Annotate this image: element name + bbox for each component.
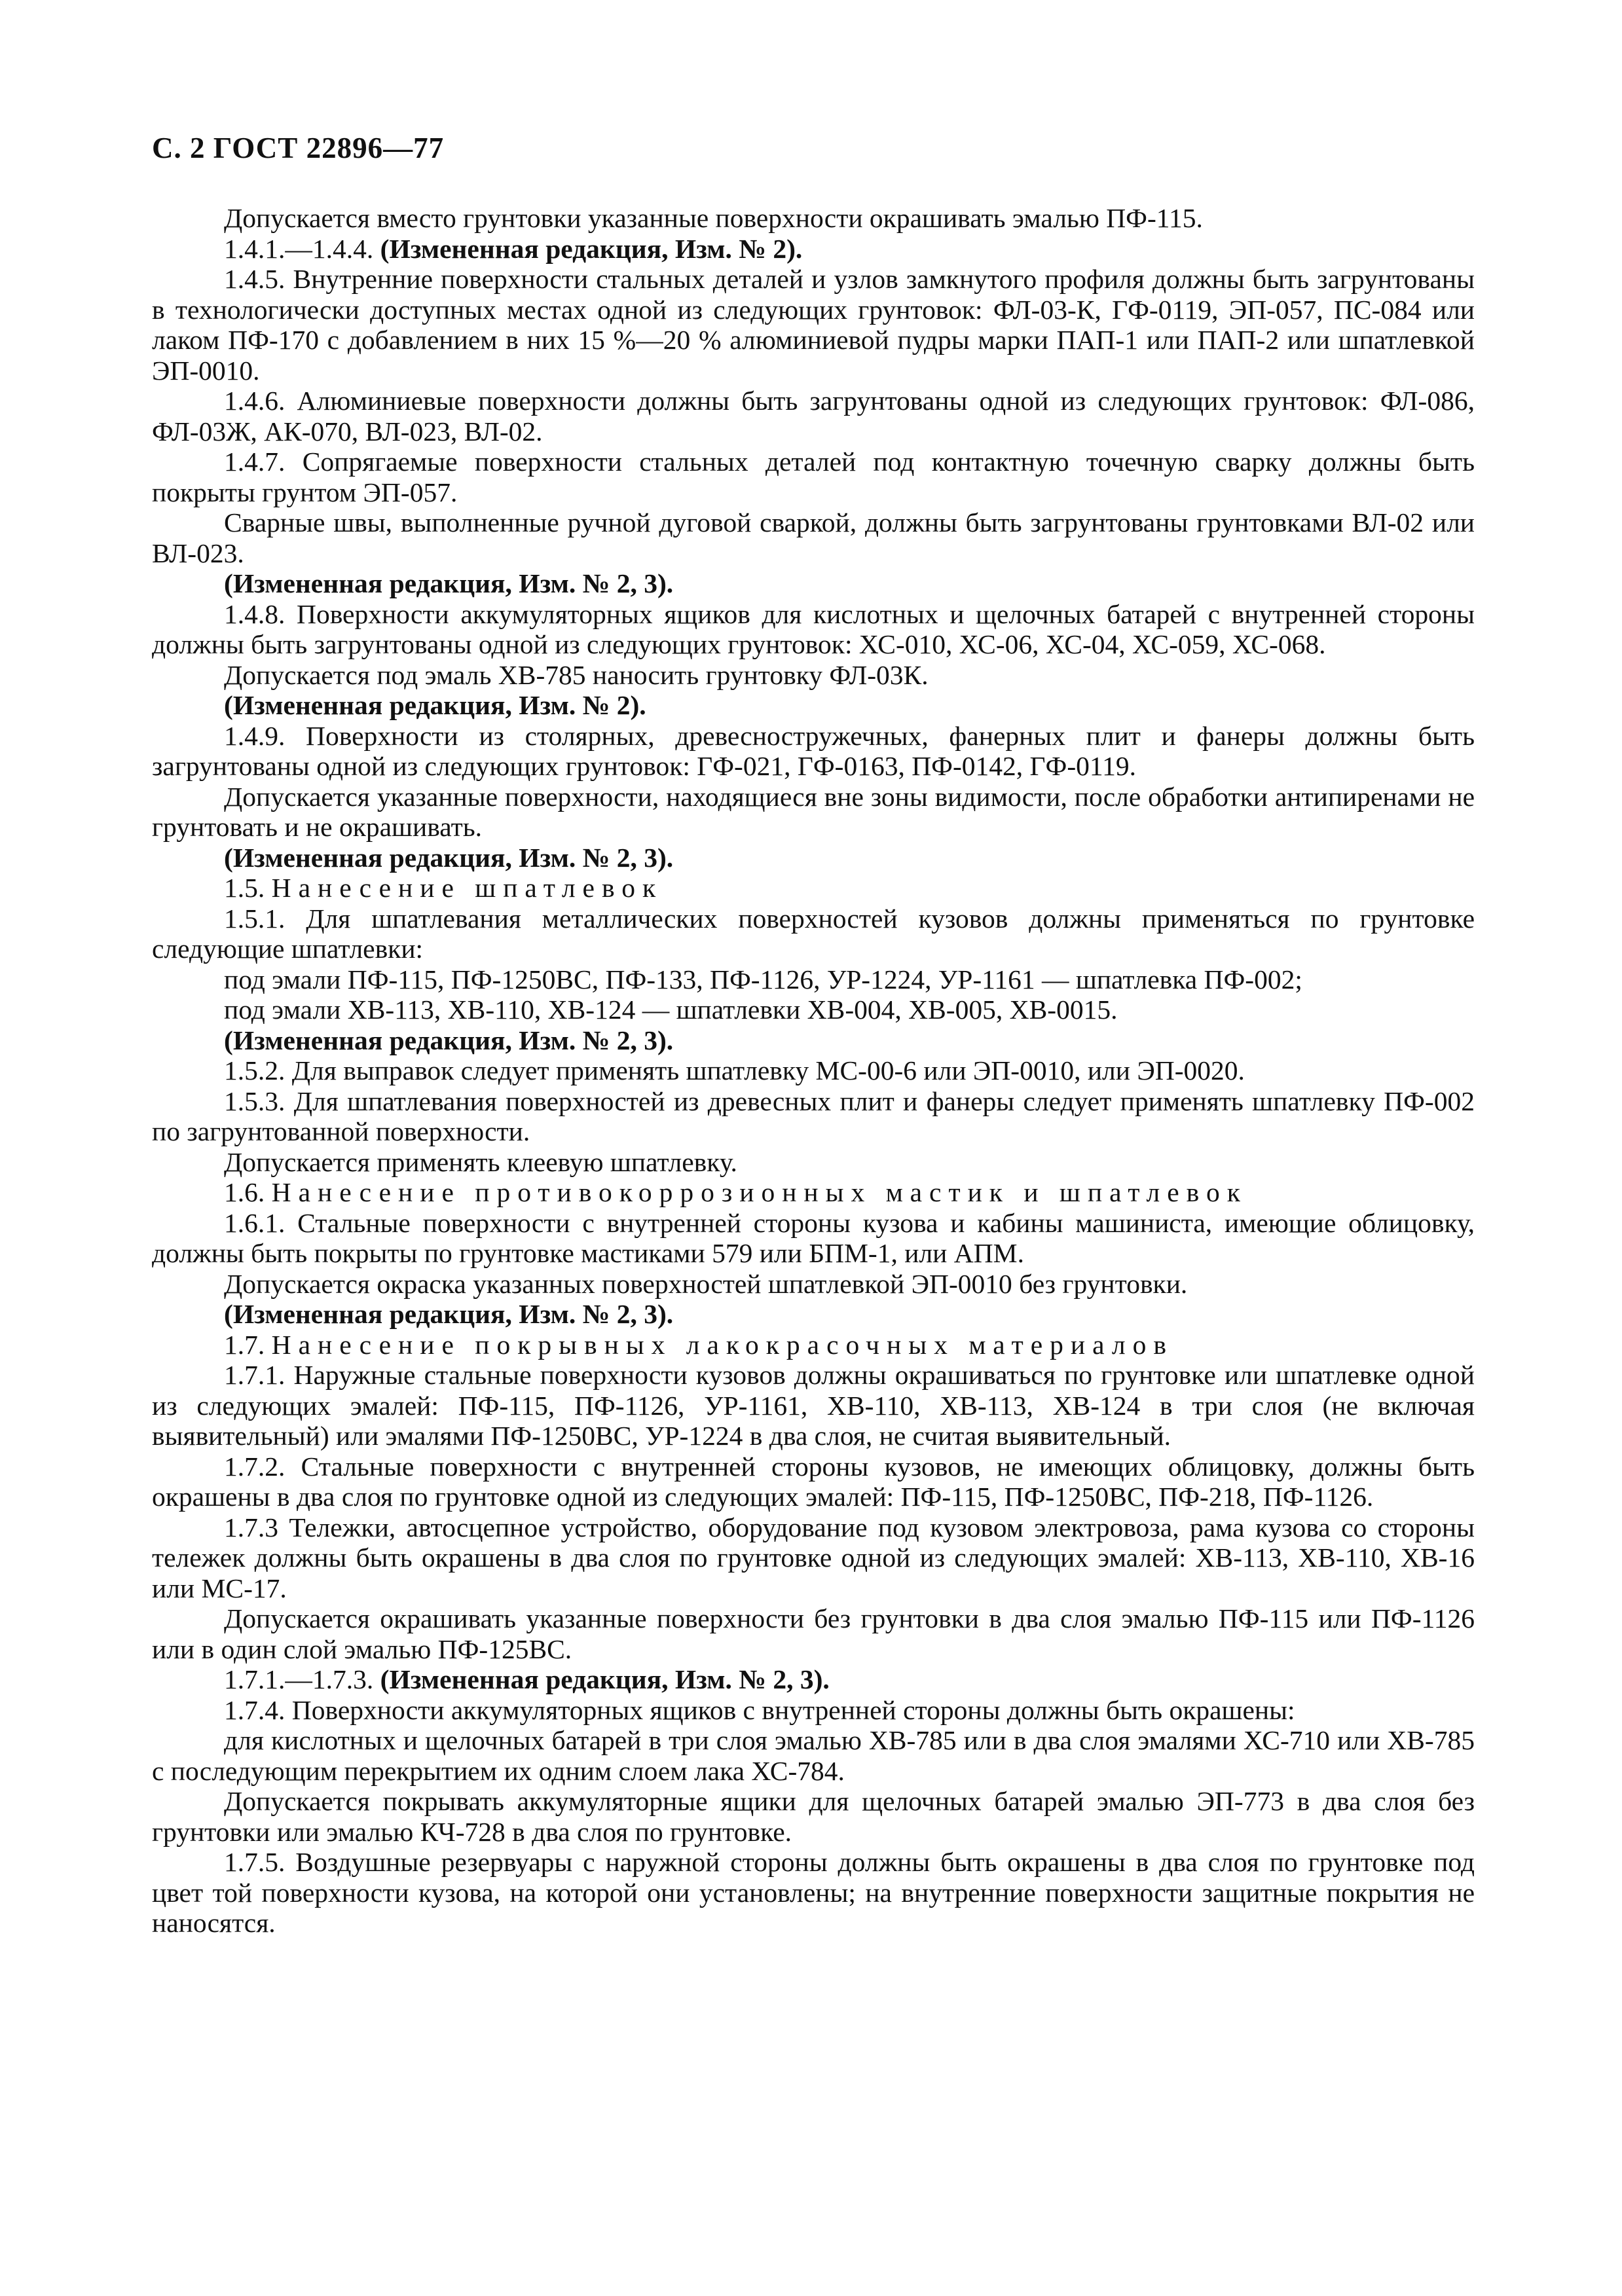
paragraph: Допускается указанные поверхности, находящиеся вне зоны видимости, после обработки антипиренами не грунтовать и не окрашивать.: [152, 781, 1475, 842]
section-heading: [152, 873, 1475, 903]
paragraph: 1.5.2. Для выправок следует применять шпатлевку МС-00-6 или ЭП-0010, или ЭП-0020.: [224, 1055, 1245, 1085]
section-number: 1.7.: [224, 1329, 272, 1360]
paragraph: 1.4.6. Алюминиевые поверхности должны быть загрунтованы одной из следующих грунтовок: ФЛ-086, ФЛ-03Ж, АК-070, ВЛ-023, ВЛ-02.: [152, 386, 1475, 446]
paragraph: 1.7.4. Поверхности аккумуляторных ящиков с внутренней стороны должны быть окрашены:: [224, 1694, 1295, 1725]
paragraph: 1.7.2. Стальные поверхности с внутренней стороны кузовов, не имеющих облицовку, должны быть окрашены в два слоя по грунтовке одной из следующих эмалей: ПФ-115, ПФ-1250ВС, ПФ-218, ПФ-1126.: [152, 1451, 1475, 1512]
paragraph: 1.7.3 Тележки, автосцепное устройство, оборудование под кузовом электровоза, рама кузова со стороны тележек должны быть окрашены в два слоя по грунтовке одной из следующих эмалей: ХВ-113, ХВ-110, ХВ-16 или МС-17.: [152, 1512, 1475, 1603]
paragraph: 1.5.3. Для шпатлевания поверхностей из древесных плит и фанеры следует применять шпатлевку ПФ-002 по загрунтованной поверхности.: [152, 1085, 1475, 1146]
paragraph: 1.4.5. Внутренние поверхности стальных деталей и узлов замкнутого профиля должны быть загрунтованы в технологически доступных местах одной из следующих грунтовок: ФЛ-03-К, ГФ-0119, ЭП-057, ПС-084 или лаком ПФ-170 с добавлением в них 15 %—20 % алюминиевой пудры марки ПАП-1 или ПАП-2 или шпатлевкой ЭП-0010.: [152, 264, 1475, 386]
amendment-note: (Измененная редакция, Изм. № 2, 3).: [224, 1299, 674, 1329]
amendment-note: [152, 1664, 1475, 1695]
paragraph: Допускается покрывать аккумуляторные ящики для щелочных батарей эмалью ЭП-773 в два слоя без грунтовки или эмалью КЧ-728 в два слоя по грунтовке.: [152, 1786, 1475, 1847]
paragraph: Допускается под эмаль ХВ-785 наносить грунтовку ФЛ-03К.: [224, 659, 929, 690]
section-number: 1.5.: [224, 873, 272, 903]
paragraph: 1.4.8. Поверхности аккумуляторных ящиков для кислотных и щелочных батарей с внутренней стороны должны быть загрунтованы одной из следующих грунтовок: ХС-010, ХС-06, ХС-04, ХС-059, ХС-068.: [152, 598, 1475, 659]
clause-range: 1.7.1.—1.7.3.: [224, 1664, 380, 1694]
paragraph: 1.5.1. Для шпатлевания металлических поверхностей кузовов должны применяться по грунтовке следующие шпатлевки:: [152, 903, 1475, 964]
paragraph: Допускается применять клеевую шпатлевку.: [224, 1146, 737, 1177]
section-title: Нанесение покрывных лакокрасочных материалов: [271, 1329, 1173, 1360]
amendment-note: (Измененная редакция, Изм. № 2).: [224, 690, 646, 720]
page-header: С. 2 ГОСТ 22896—77: [152, 132, 445, 164]
section-title: Нанесение противокоррозионных мастик и шпатлевок: [271, 1177, 1247, 1207]
amendment-note: [152, 234, 1475, 264]
amendment-text: (Измененная редакция, Изм. № 2).: [380, 233, 803, 264]
clause-range: 1.4.1.—1.4.4.: [224, 233, 380, 264]
paragraph: 1.7.1. Наружные стальные поверхности кузовов должны окрашиваться по грунтовке или шпатлевке одной из следующих эмалей: ПФ-115, ПФ-1126, УР-1161, ХВ-110, ХВ-113, ХВ-124 в три слоя (не включая выявительный) или эмалями ПФ-1250ВС, УР-1224 в два слоя, не считая выявительный.: [152, 1360, 1475, 1451]
paragraph: 1.7.5. Воздушные резервуары с наружной стороны должны быть окрашены в два слоя по грунтовке под цвет той поверхности кузова, на которой они установлены; на внутренние поверхности защитные покрытия не наносятся.: [152, 1847, 1475, 1938]
amendment-note: (Измененная редакция, Изм. № 2, 3).: [224, 842, 674, 873]
paragraph: Допускается окраска указанных поверхностей шпатлевкой ЭП-0010 без грунтовки.: [224, 1268, 1188, 1299]
paragraph: 1.4.9. Поверхности из столярных, древесностружечных, фанерных плит и фанеры должны быть загрунтованы одной из следующих грунтовок: ГФ-021, ГФ-0163, ПФ-0142, ГФ-0119.: [152, 720, 1475, 781]
paragraph: для кислотных и щелочных батарей в три слоя эмалью ХВ-785 или в два слоя эмалями ХС-710 или ХВ-785 с последующим перекрытием их одним слоем лака ХС-784.: [152, 1725, 1475, 1786]
paragraph: Сварные швы, выполненные ручной дуговой сваркой, должны быть загрунтованы грунтовками ВЛ-02 или ВЛ-023.: [152, 507, 1475, 568]
paragraph: 1.6.1. Стальные поверхности с внутренней стороны кузова и кабины машиниста, имеющие облицовку, должны быть покрыты по грунтовке мастиками 579 или БПМ-1, или АПМ.: [152, 1207, 1475, 1268]
document-body: [152, 203, 1475, 1939]
amendment-note: (Измененная редакция, Изм. № 2, 3).: [224, 568, 674, 598]
amendment-note: (Измененная редакция, Изм. № 2, 3).: [224, 1025, 674, 1055]
paragraph: 1.4.7. Сопрягаемые поверхности стальных деталей под контактную точечную сварку должны быть покрыты грунтом ЭП-057.: [152, 446, 1475, 507]
amendment-text: (Измененная редакция, Изм. № 2, 3).: [380, 1664, 830, 1694]
paragraph: Допускается окрашивать указанные поверхности без грунтовки в два слоя эмалью ПФ-115 или ПФ-1126 или в один слой эмалью ПФ-125ВС.: [152, 1603, 1475, 1664]
list-item: под эмали ПФ-115, ПФ-1250ВС, ПФ-133, ПФ-1126, УР-1224, УР-1161 — шпатлевка ПФ-002;: [224, 964, 1302, 994]
section-heading: [152, 1330, 1475, 1360]
section-heading: [152, 1177, 1475, 1208]
list-item: под эмали ХВ-113, ХВ-110, ХВ-124 — шпатлевки ХВ-004, ХВ-005, ХВ-0015.: [224, 994, 1118, 1025]
section-number: 1.6.: [224, 1177, 272, 1207]
paragraph: Допускается вместо грунтовки указанные поверхности окрашивать эмалью ПФ-115.: [224, 203, 1203, 233]
section-title: Нанесение шпатлевок: [271, 873, 663, 903]
